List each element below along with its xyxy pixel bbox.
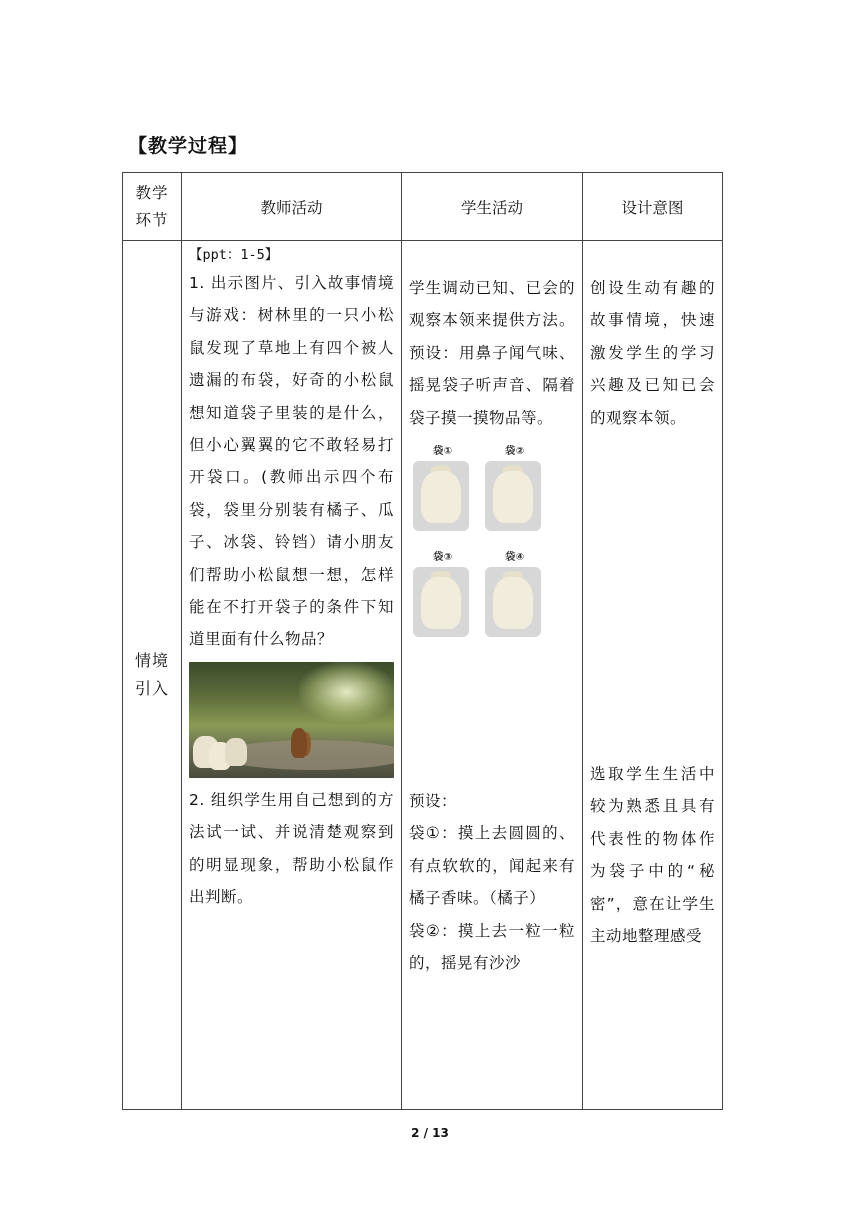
bags-figure <box>409 446 575 661</box>
preset-bag-2: 袋②：摸上去一粒一粒的，摇晃有沙沙 <box>409 921 575 973</box>
student-paragraph-1: 学生调动已知、已会的观察本领来提供方法。预设：用鼻子闻气味、摇晃袋子听声音、隔着袋子摸一摸物品等。 <box>409 279 575 427</box>
bag-label: 袋① <box>433 446 453 458</box>
student-activity-cell <box>402 241 583 1110</box>
design-intent-cell <box>583 241 723 1110</box>
stage-cell <box>123 241 182 1110</box>
teacher-paragraph-2: 2. 组织学生用自己想到的方法试一试、并说清楚观察到的明显现象，帮助小松鼠作出判断。 <box>189 790 394 907</box>
header-student: 学生活动 <box>402 173 583 241</box>
bag-2-image <box>485 446 545 531</box>
header-intent: 设计意图 <box>583 173 723 241</box>
teacher-activity-cell <box>182 241 402 1110</box>
preset-label: 预设： <box>409 792 458 811</box>
header-teacher: 教师活动 <box>182 173 402 241</box>
header-stage-line2: 环节 <box>135 210 169 229</box>
bag-3-image <box>413 552 473 637</box>
stage-line1: 情境 <box>134 651 169 670</box>
intent-paragraph-2: 选取学生生活中较为熟悉且具有代表性的物体作为袋子中的“秘密”，意在让学生主动地整理感受 <box>590 765 715 946</box>
teaching-process-table <box>122 172 723 1110</box>
teacher-paragraph-1: 1. 出示图片、引入故事情境与游戏：树林里的一只小松鼠发现了草地上有四个被人遗漏的布袋，好奇的小松鼠想知道袋子里装的是什么，但小心翼翼的它不敢轻易打开袋口。(教师出示四个布袋，袋里分别装有橘子、瓜子、冰袋、铃铛）请小朋友们帮助小松鼠想一想，怎样能在不打开袋子的条件下知道里面有什么物品？ <box>189 274 394 649</box>
squirrel-forest-image <box>189 662 394 778</box>
table-row <box>123 241 723 1110</box>
bag-label: 袋② <box>505 446 525 458</box>
bag-4-image <box>485 552 545 637</box>
page-number: 2 / 13 <box>411 1126 449 1140</box>
stage-line2: 引入 <box>134 679 169 698</box>
bag-label: 袋④ <box>505 552 525 564</box>
ppt-reference: 【ppt：1-5】 <box>189 247 279 263</box>
bag-label: 袋③ <box>433 552 453 564</box>
preset-bag-1: 袋①：摸上去圆圆的、有点软软的，闻起来有橘子香味。（橘子） <box>409 824 575 908</box>
bag-1-image <box>413 446 473 531</box>
header-stage <box>123 173 182 241</box>
header-row <box>123 173 723 241</box>
section-title: 【教学过程】 <box>128 135 249 157</box>
intent-paragraph-1: 创设生动有趣的故事情境，快速激发学生的学习兴趣及已知已会的观察本领。 <box>590 279 715 427</box>
header-stage-line1: 教学 <box>135 183 169 202</box>
